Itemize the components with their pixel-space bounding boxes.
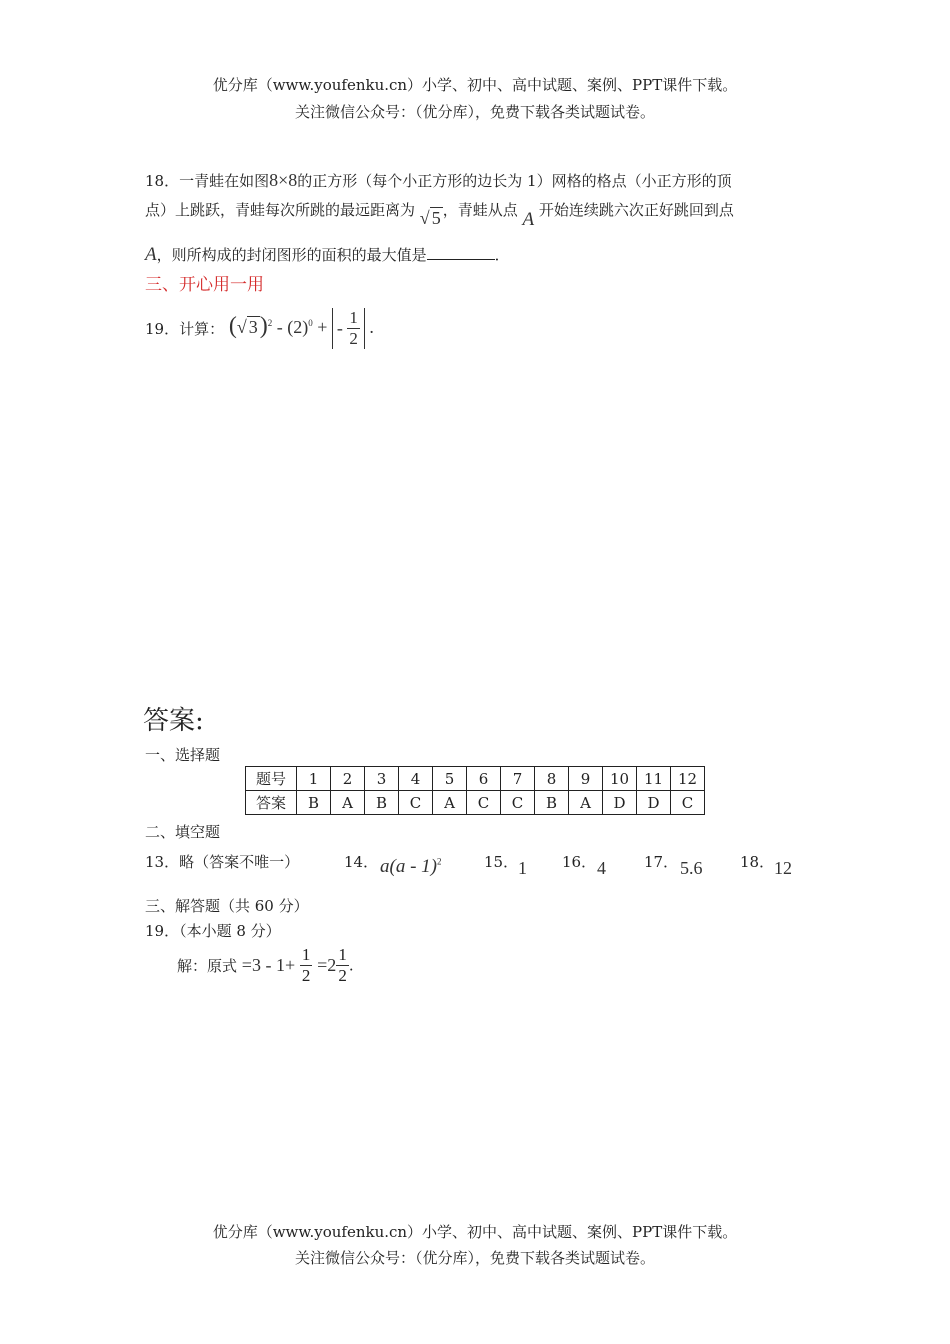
- fill-answer-13: 13．略（答案不唯一）: [145, 853, 300, 871]
- section-3-title: 三、开心用一用: [145, 275, 264, 295]
- fraction-numerator: 1: [301, 945, 311, 964]
- q19-line: [145, 308, 374, 356]
- fraction-numerator: 1: [349, 308, 358, 327]
- fill-answer-15-label: 15．: [484, 853, 519, 871]
- q19-label: 19．计算：: [145, 320, 225, 338]
- fill-answer-14-label: 14．: [344, 853, 379, 871]
- fill-answer-14-value: [380, 856, 441, 878]
- plus-sign: +: [317, 316, 328, 337]
- q18-line-2: [145, 199, 734, 230]
- table-cell: 8: [535, 767, 569, 791]
- exponent: 2: [267, 317, 273, 328]
- answers-part-3: 三、解答题（共 60 分）: [145, 897, 309, 915]
- answer-value: a(a - 1): [380, 856, 437, 877]
- fraction: [347, 308, 360, 349]
- table-cell: D: [603, 791, 637, 815]
- table-cell: D: [637, 791, 671, 815]
- table-cell: B: [365, 791, 399, 815]
- fraction-denominator: 2: [349, 329, 358, 348]
- sqrt-expression: √ 5: [419, 208, 441, 228]
- q18-line-1: [145, 170, 732, 191]
- point-a: A: [522, 209, 535, 230]
- table-cell: 1: [297, 767, 331, 791]
- fraction-numerator: 1: [338, 945, 347, 964]
- solution-expression: =3 - 1+: [241, 955, 296, 975]
- table-cell: 2: [331, 767, 365, 791]
- table-header-cell: 答案: [246, 791, 297, 815]
- solution-prefix: 解：原式: [177, 957, 238, 975]
- q18-text: 的正方形（每个小正方形的边长为 1）网格的格点（小正方形的顶: [297, 172, 732, 190]
- exponent: 0: [308, 317, 313, 328]
- table-cell: C: [399, 791, 433, 815]
- table-header-cell: 题号: [246, 767, 297, 791]
- solution-expression: =2: [317, 955, 337, 975]
- table-cell: C: [671, 791, 705, 815]
- fill-answer-16-label: 16．: [562, 853, 597, 871]
- q19-expression: (√ $3)^2 - (2)^0$ + - $\frac{1}{2}$ .: [228, 308, 374, 348]
- paren-value: (2): [287, 316, 309, 337]
- table-cell: 7: [501, 767, 535, 791]
- table-row: [246, 791, 705, 815]
- table-cell: 4: [399, 767, 433, 791]
- footer-line-1: 优分库（www.youfenku.cn）小学、初中、高中试题、案例、PPT课件下载。: [212, 1223, 738, 1241]
- q18-text: ．: [494, 246, 510, 264]
- sqrt-expression: √ 3: [236, 316, 258, 337]
- table-cell: A: [331, 791, 365, 815]
- period: .: [348, 956, 354, 975]
- table-cell: A: [569, 791, 603, 815]
- table-cell: 5: [433, 767, 467, 791]
- answer-blank: [427, 245, 495, 260]
- fraction-denominator: 2: [338, 966, 347, 985]
- table-cell: 6: [467, 767, 501, 791]
- table-cell: 11: [637, 767, 671, 791]
- sqrt-radicand: 5: [431, 208, 441, 228]
- fill-answer-16-value: 4: [597, 858, 606, 878]
- table-cell: B: [535, 791, 569, 815]
- table-cell: C: [467, 791, 501, 815]
- table-cell: C: [501, 791, 535, 815]
- q18-text: ，则所构成的封闭图形的面积的最大值是: [156, 246, 427, 264]
- fraction: [300, 945, 313, 986]
- table-cell: A: [433, 791, 467, 815]
- answers-q19-label: 19．（本小题 8 分）: [145, 922, 281, 940]
- fraction-denominator: 2: [301, 966, 311, 985]
- exponent: 2: [436, 856, 442, 867]
- q18-text: 开始连续跳六次正好跳回到点: [538, 201, 734, 219]
- q18-text: ，青蛙从点: [442, 201, 518, 219]
- table-cell: 3: [365, 767, 399, 791]
- answers-title: 答案:: [143, 706, 204, 736]
- fill-answer-15-value: 1: [518, 858, 527, 878]
- table-cell: 12: [671, 767, 705, 791]
- fill-answer-17-label: 17．: [644, 853, 679, 871]
- fill-answer-18-value: 12: [774, 858, 792, 878]
- solution-line: [177, 945, 354, 993]
- minus-sign: -: [276, 316, 283, 337]
- fill-answer-18-label: 18．: [740, 853, 775, 871]
- point-a: A: [145, 244, 157, 265]
- q18-grid-size: 8×8: [269, 170, 298, 190]
- q18-text: 18．一青蛙在如图: [145, 172, 270, 190]
- answers-part-2: 二、填空题: [145, 823, 221, 841]
- period: .: [369, 316, 374, 337]
- header-line-2: 关注微信公众号：（优分库），免费下载各类试题试卷。: [294, 103, 655, 121]
- table-cell: 9: [569, 767, 603, 791]
- q18-line-3: [145, 244, 510, 266]
- table-cell: 10: [603, 767, 637, 791]
- minus-sign: -: [336, 318, 343, 338]
- header-line-1: 优分库（www.youfenku.cn）小学、初中、高中试题、案例、PPT课件下载。: [212, 76, 738, 94]
- fraction: [336, 945, 349, 986]
- table-cell: B: [297, 791, 331, 815]
- absolute-value: [332, 308, 365, 349]
- answers-part-1: 一、选择题: [145, 746, 221, 764]
- table-row: [246, 767, 705, 791]
- q18-text: 点）上跳跃，青蛙每次所跳的最远距离为: [145, 201, 416, 219]
- footer-line-2: 关注微信公众号：（优分库），免费下载各类试题试卷。: [294, 1249, 655, 1267]
- answer-table: [245, 766, 705, 815]
- sqrt-radicand: 3: [248, 316, 258, 337]
- fill-answer-17-value: 5.6: [680, 858, 703, 878]
